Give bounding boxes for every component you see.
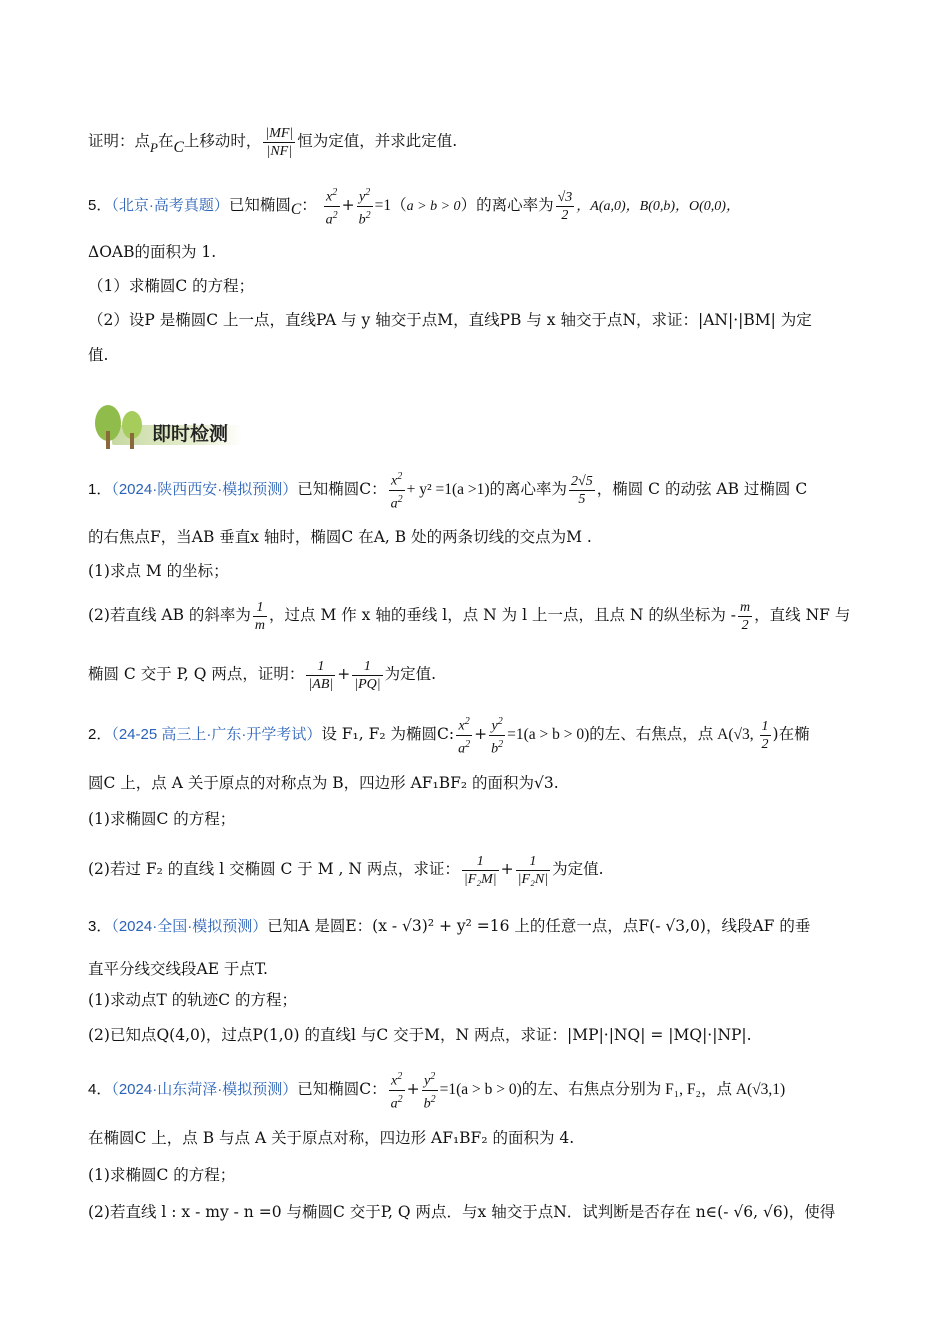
text: 为定值. xyxy=(384,665,437,683)
denominator: $a^2$ xyxy=(390,493,403,512)
numerator: 1 xyxy=(462,853,499,871)
numerator: $x^2$ xyxy=(456,713,472,736)
question-source: （24-25 高三上·广东·开学考试） xyxy=(111,726,322,743)
question-number: 4． xyxy=(88,1081,112,1098)
n3-line1 xyxy=(88,915,862,938)
denominator: |PQ| xyxy=(354,676,381,692)
points: ，A(a,0)，B(0,b)，O(0,0)， xyxy=(576,199,740,214)
n3-line2: 直平分线交线段AE 于点T. xyxy=(88,960,268,978)
question-number: 1． xyxy=(88,481,112,498)
n4-part2: (2)若直线 l : x - my - n =0 与椭圆C 交于P, Q 两点．与x 轴交于点N．试判断是否存在 n∈(- √6, √6)，使得 xyxy=(88,1203,836,1221)
n1-line1 xyxy=(88,466,862,513)
numerator: 1 xyxy=(516,853,550,871)
question-source: （北京·高考真题） xyxy=(111,197,229,214)
question-number: 5． xyxy=(88,197,112,214)
denominator: |F₂N| xyxy=(517,871,549,887)
n1-line4 xyxy=(88,651,862,697)
text: ，直线 NF 与 xyxy=(754,606,851,624)
text: 证明：点 xyxy=(88,132,151,150)
n2-line2: 圆C 上，点 A 关于原点的对称点为 B，四边形 AF₁BF₂ 的面积为√3. xyxy=(88,774,559,792)
n4-part1: (1)求椭圆C 的方程； xyxy=(88,1166,236,1184)
math-var: C xyxy=(290,201,302,218)
text: 已知A 是圆E：(x - √3)² + y² =16 上的任意一点，点F(- √3,0)，线段AF 的垂 xyxy=(267,917,811,935)
q5-line2: ΔOAB的面积为 1. xyxy=(88,243,217,261)
n3-part1: (1)求动点T 的轨迹C 的方程； xyxy=(88,991,298,1009)
text: 已知椭圆C： xyxy=(297,480,387,498)
text: ： xyxy=(301,196,317,214)
fraction-1-2 xyxy=(760,718,771,753)
equation-text: + y² =1(a >1)的离心率为 xyxy=(406,481,568,498)
numerator: 2√5 xyxy=(571,473,593,489)
numerator: |MF| xyxy=(265,125,294,141)
prev-part-line xyxy=(88,116,862,167)
q5-part2: （2）设P 是椭圆C 上一点，直线PA 与 y 轴交于点M，直线PB 与 x 轴交于点N，求证：|AN|·|BM| 为定 xyxy=(88,311,812,329)
denominator: 2 xyxy=(741,617,749,633)
numerator: $y^2$ xyxy=(422,1068,438,1091)
section-title: 即时检测 xyxy=(152,423,229,445)
numerator: $y^2$ xyxy=(489,713,505,736)
numerator: 1 xyxy=(761,718,769,734)
fraction-ecc xyxy=(569,473,595,508)
fraction-1-m xyxy=(253,599,267,634)
denominator: $b^2$ xyxy=(358,209,371,228)
denominator: $a^2$ xyxy=(390,1093,403,1112)
text: 恒为定值，并求此定值. xyxy=(297,132,458,150)
fraction-x2-a2 xyxy=(389,468,405,512)
text: (2)若过 F₂ 的直线 l 交椭圆 C 于 M , N 两点，求证： xyxy=(88,860,460,878)
fraction-y2-b2 xyxy=(489,713,505,757)
fraction-1-pq xyxy=(352,658,382,693)
denominator: $a^2$ xyxy=(458,738,471,757)
text: 已知椭圆C： xyxy=(297,1080,387,1098)
section-banner xyxy=(92,403,252,451)
question-source: （2024·全国·模拟预测） xyxy=(111,918,268,935)
n4-line2: 在椭圆C 上，点 B 与点 A 关于原点对称，四边形 AF₁BF₂ 的面积为 4. xyxy=(88,1129,575,1147)
denominator: 2 xyxy=(561,207,569,223)
q5-part2-cont: 值. xyxy=(88,346,109,364)
plus: + xyxy=(337,665,351,683)
n2-part1: (1)求椭圆C 的方程； xyxy=(88,810,236,828)
numerator: $x^2$ xyxy=(324,184,340,207)
text: 已知椭圆 xyxy=(228,196,291,214)
fraction-ecc xyxy=(556,189,575,224)
text: ，椭圆 C 的动弦 AB 过椭圆 C xyxy=(596,480,808,498)
n3-part2: (2)已知点Q(4,0)，过点P(1,0) 的直线l 与C 交于M，N 两点，求证：|MP|·|NQ| = |MQ|·|NP|. xyxy=(88,1026,752,1044)
denominator: m xyxy=(254,617,266,633)
denominator: |F₂M| xyxy=(463,871,497,887)
fraction-x2-a2 xyxy=(456,713,472,757)
plus: + xyxy=(500,860,514,878)
denominator: |NF| xyxy=(266,143,293,159)
text: 为定值. xyxy=(552,860,604,878)
numerator: m xyxy=(740,599,751,615)
fraction-x2-a2 xyxy=(324,184,340,228)
tree-icon xyxy=(92,403,148,451)
text: 椭圆 C 交于 P, Q 两点，证明： xyxy=(88,665,305,683)
text: 在 xyxy=(157,132,174,150)
question-number: 3． xyxy=(88,918,112,935)
fraction-1-f2n xyxy=(516,853,550,888)
text: 上移动时， xyxy=(183,132,262,150)
denominator: $b^2$ xyxy=(423,1093,436,1112)
denominator: 2 xyxy=(761,736,769,752)
numerator: √3 xyxy=(557,189,573,205)
n1-part1: (1)求点 M 的坐标； xyxy=(88,562,229,580)
numerator: $x^2$ xyxy=(389,468,405,491)
text: (2)若直线 AB 的斜率为 xyxy=(88,606,251,624)
question-source: （2024·陕西西安·模拟预测） xyxy=(111,481,298,498)
numerator: 1 xyxy=(352,658,382,676)
math-var: C xyxy=(173,139,184,156)
fraction-x2-a2 xyxy=(389,1068,405,1112)
numerator: 1 xyxy=(306,658,335,676)
denominator: |AB| xyxy=(308,676,334,692)
denominator: $a^2$ xyxy=(325,209,338,228)
numerator: 1 xyxy=(253,599,267,617)
equation-text: =1(a > b > 0)的左、右焦点，点 A(√3, xyxy=(507,726,758,743)
fraction-m-2 xyxy=(738,599,752,634)
fraction-y2-b2 xyxy=(357,184,373,228)
equation-text: =1(a > b > 0)的左、右焦点分别为 F₁, F₂，点 A(√3,1) xyxy=(439,1081,786,1098)
q5-line1: 5．（北京·高考真题）已知椭圆C： $\frac{x^2}{a^2}$ + $\frac{y^2}{b^2}$ =1（a > b > 0）的离心率为 $\frac{√3}{2}$ ，A(a,0)，B(0,b)，O(0,0)， xyxy=(88,182,862,230)
text: ）的离心率为 xyxy=(460,196,554,214)
condition: a > b > 0 xyxy=(406,199,461,214)
n1-part2 xyxy=(88,592,862,638)
math-var: P xyxy=(150,140,158,155)
text: ，过点 M 作 x 轴的垂线 l，点 N 为 l 上一点，且点 N 的纵坐标为 - xyxy=(269,606,737,624)
fraction-y2-b2 xyxy=(422,1068,438,1112)
numerator: $x^2$ xyxy=(389,1068,405,1091)
question-source: （2024·山东菏泽·模拟预测） xyxy=(111,1081,298,1098)
fraction-1-f2m xyxy=(462,853,499,888)
n2-line1: 2．（24-25 高三上·广东·开学考试）设 F₁, F₂ 为椭圆C: $\frac{x^2}{a^2}$ + $\frac{y^2}{b^2}$ =1(a > b > 0)的左、右焦点，点 A(√3, $\frac{1}{2}$ )在椭 xyxy=(88,711,862,758)
q5-part1: （1）求椭圆C 的方程； xyxy=(88,277,255,295)
denominator: $b^2$ xyxy=(491,738,504,757)
question-number: 2． xyxy=(88,726,112,743)
n4-line1: 4．（2024·山东菏泽·模拟预测）已知椭圆C： $\frac{x^2}{a^2}$ + $\frac{y^2}{b^2}$ =1(a > b > 0)的左、右焦点分别为 F₁, F₂，点 A(√3,1) xyxy=(88,1066,862,1113)
text: )在椭 xyxy=(772,725,810,743)
fraction-mf-nf xyxy=(263,125,295,160)
equation-text: =1（ xyxy=(374,197,407,214)
n1-line2: 的右焦点F，当AB 垂直x 轴时，椭圆C 在A, B 处的两条切线的交点为M . xyxy=(88,528,592,546)
text: 设 F₁, F₂ 为椭圆C: xyxy=(321,725,455,743)
fraction-1-ab xyxy=(306,658,335,693)
numerator: $y^2$ xyxy=(357,184,373,207)
n2-part2 xyxy=(88,846,862,892)
denominator: 5 xyxy=(578,491,586,507)
